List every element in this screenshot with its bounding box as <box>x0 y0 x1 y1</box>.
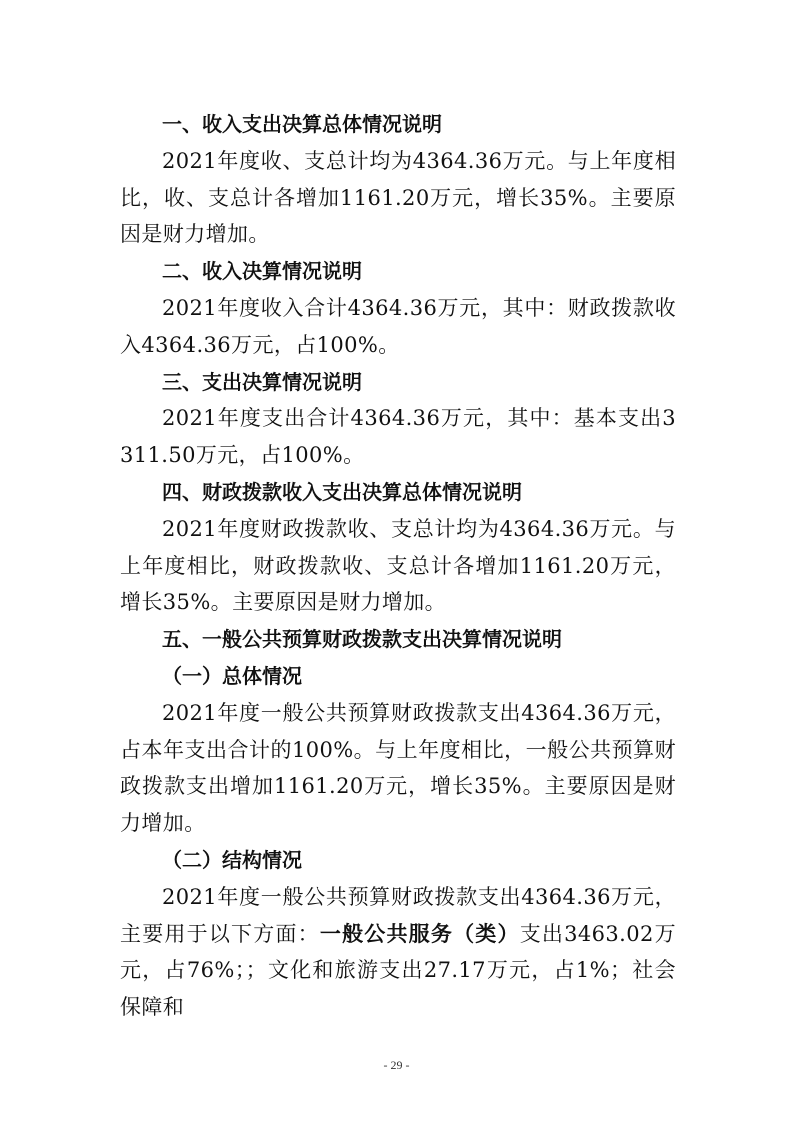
section-heading-5: 五、一般公共预算财政拨款支出决算情况说明 <box>162 627 562 652</box>
section-paragraph-1: 2021年度收、支总计均为4364.36万元。与上年度相比，收、支总计各增加1161.20万元，增长35%。主要原因是财力增加。 <box>120 148 676 247</box>
section-heading-3: 三、支出决算情况说明 <box>162 369 362 394</box>
page-number: - 29 - <box>383 1058 410 1072</box>
subsection-paragraph-overall: 2021年度一般公共预算财政拨款支出4364.36万元，占本年支出合计的100%。与上年度相比，一般公共预算财政拨款支出增加1161.20万元，增长35%。主要原因是财力增加。 <box>120 700 676 836</box>
subsection-heading-structure: （二）结构情况 <box>162 847 302 872</box>
section-paragraph-4: 2021年度财政拨款收、支总计均为4364.36万元。与上年度相比，财政拨款收、支总计各增加1161.20万元，增长35%。主要原因是财力增加。 <box>120 516 676 615</box>
document-body <box>120 106 676 1026</box>
structure-category-bold: 一般公共服务（类） <box>319 921 520 946</box>
structure-text-tail: 支出3463.02万元，占76%；；文化和旅游支出27.17万元，占1%；社会保障和 <box>120 921 676 1020</box>
subsection-paragraph-structure <box>120 879 676 1026</box>
section-heading-2: 二、收入决算情况说明 <box>162 259 362 284</box>
section-paragraph-2: 2021年度收入合计4364.36万元，其中：财政拨款收入4364.36万元，占100%。 <box>120 295 676 357</box>
subsection-heading-overall: （一）总体情况 <box>162 663 302 688</box>
section-heading-1: 一、收入支出决算总体情况说明 <box>162 112 442 136</box>
section-heading-4: 四、财政拨款收入支出决算总体情况说明 <box>162 479 522 504</box>
structure-text-lead: 2021年度一般公共预算财政拨款支出4364.36万元，主要用于以下方面： <box>120 884 676 946</box>
section-paragraph-3: 2021年度支出合计4364.36万元，其中：基本支出3311.50万元，占100%。 <box>120 406 676 468</box>
